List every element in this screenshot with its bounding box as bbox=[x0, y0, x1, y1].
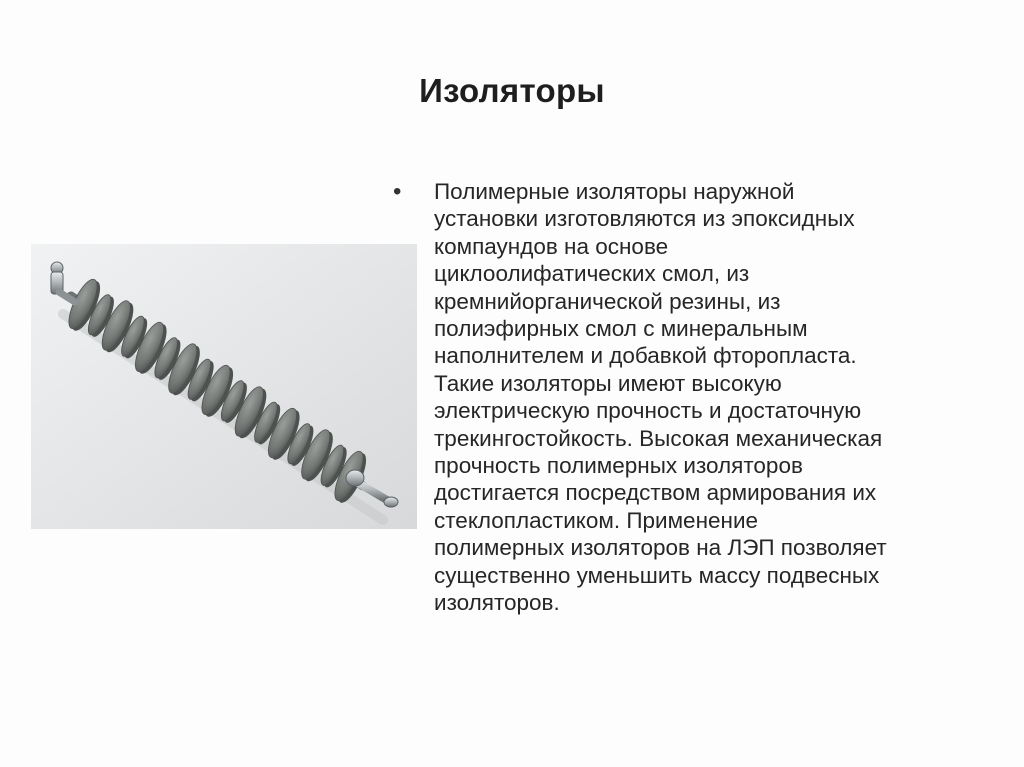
paragraph-line: полимерных изоляторов на ЛЭП позволяет bbox=[434, 535, 887, 561]
page-title: Изоляторы bbox=[419, 72, 605, 109]
paragraph-line: Такие изоляторы имеют высокую bbox=[434, 370, 782, 396]
paragraph-line: стеклопластиком. Применение bbox=[434, 507, 759, 533]
paragraph-line: наполнителем и добавкой фторопласта. bbox=[434, 343, 857, 369]
insulator-image bbox=[31, 244, 417, 529]
paragraph-line: электрическую прочность и достаточную bbox=[434, 398, 862, 424]
bullet-icon: • bbox=[393, 178, 402, 205]
bottom-fitting-ball bbox=[384, 497, 398, 507]
paragraph-line: компаундов на основе bbox=[434, 233, 669, 259]
paragraph-line: достигается посредством армирования их bbox=[434, 480, 877, 506]
insulator-photo bbox=[31, 244, 417, 529]
bullet-paragraph bbox=[434, 178, 979, 617]
paragraph-line: полиэфирных смол с минеральным bbox=[434, 316, 808, 342]
paragraph-line: кремнийорганической резины, из bbox=[434, 288, 781, 314]
bottom-fitting-collar bbox=[346, 470, 364, 486]
paragraph-line: существенно уменьшить массу подвесных bbox=[434, 562, 880, 588]
paragraph-line: циклоолифатических смол, из bbox=[434, 261, 750, 287]
paragraph-line: установки изготовляются из эпоксидных bbox=[434, 206, 855, 232]
paragraph-line: трекингостойкость. Высокая механическая bbox=[434, 425, 883, 451]
paragraph-line: изоляторов. bbox=[434, 590, 560, 616]
paragraph-line: Полимерные изоляторы наружной bbox=[434, 179, 795, 204]
paragraph-line: прочность полимерных изоляторов bbox=[434, 453, 803, 479]
